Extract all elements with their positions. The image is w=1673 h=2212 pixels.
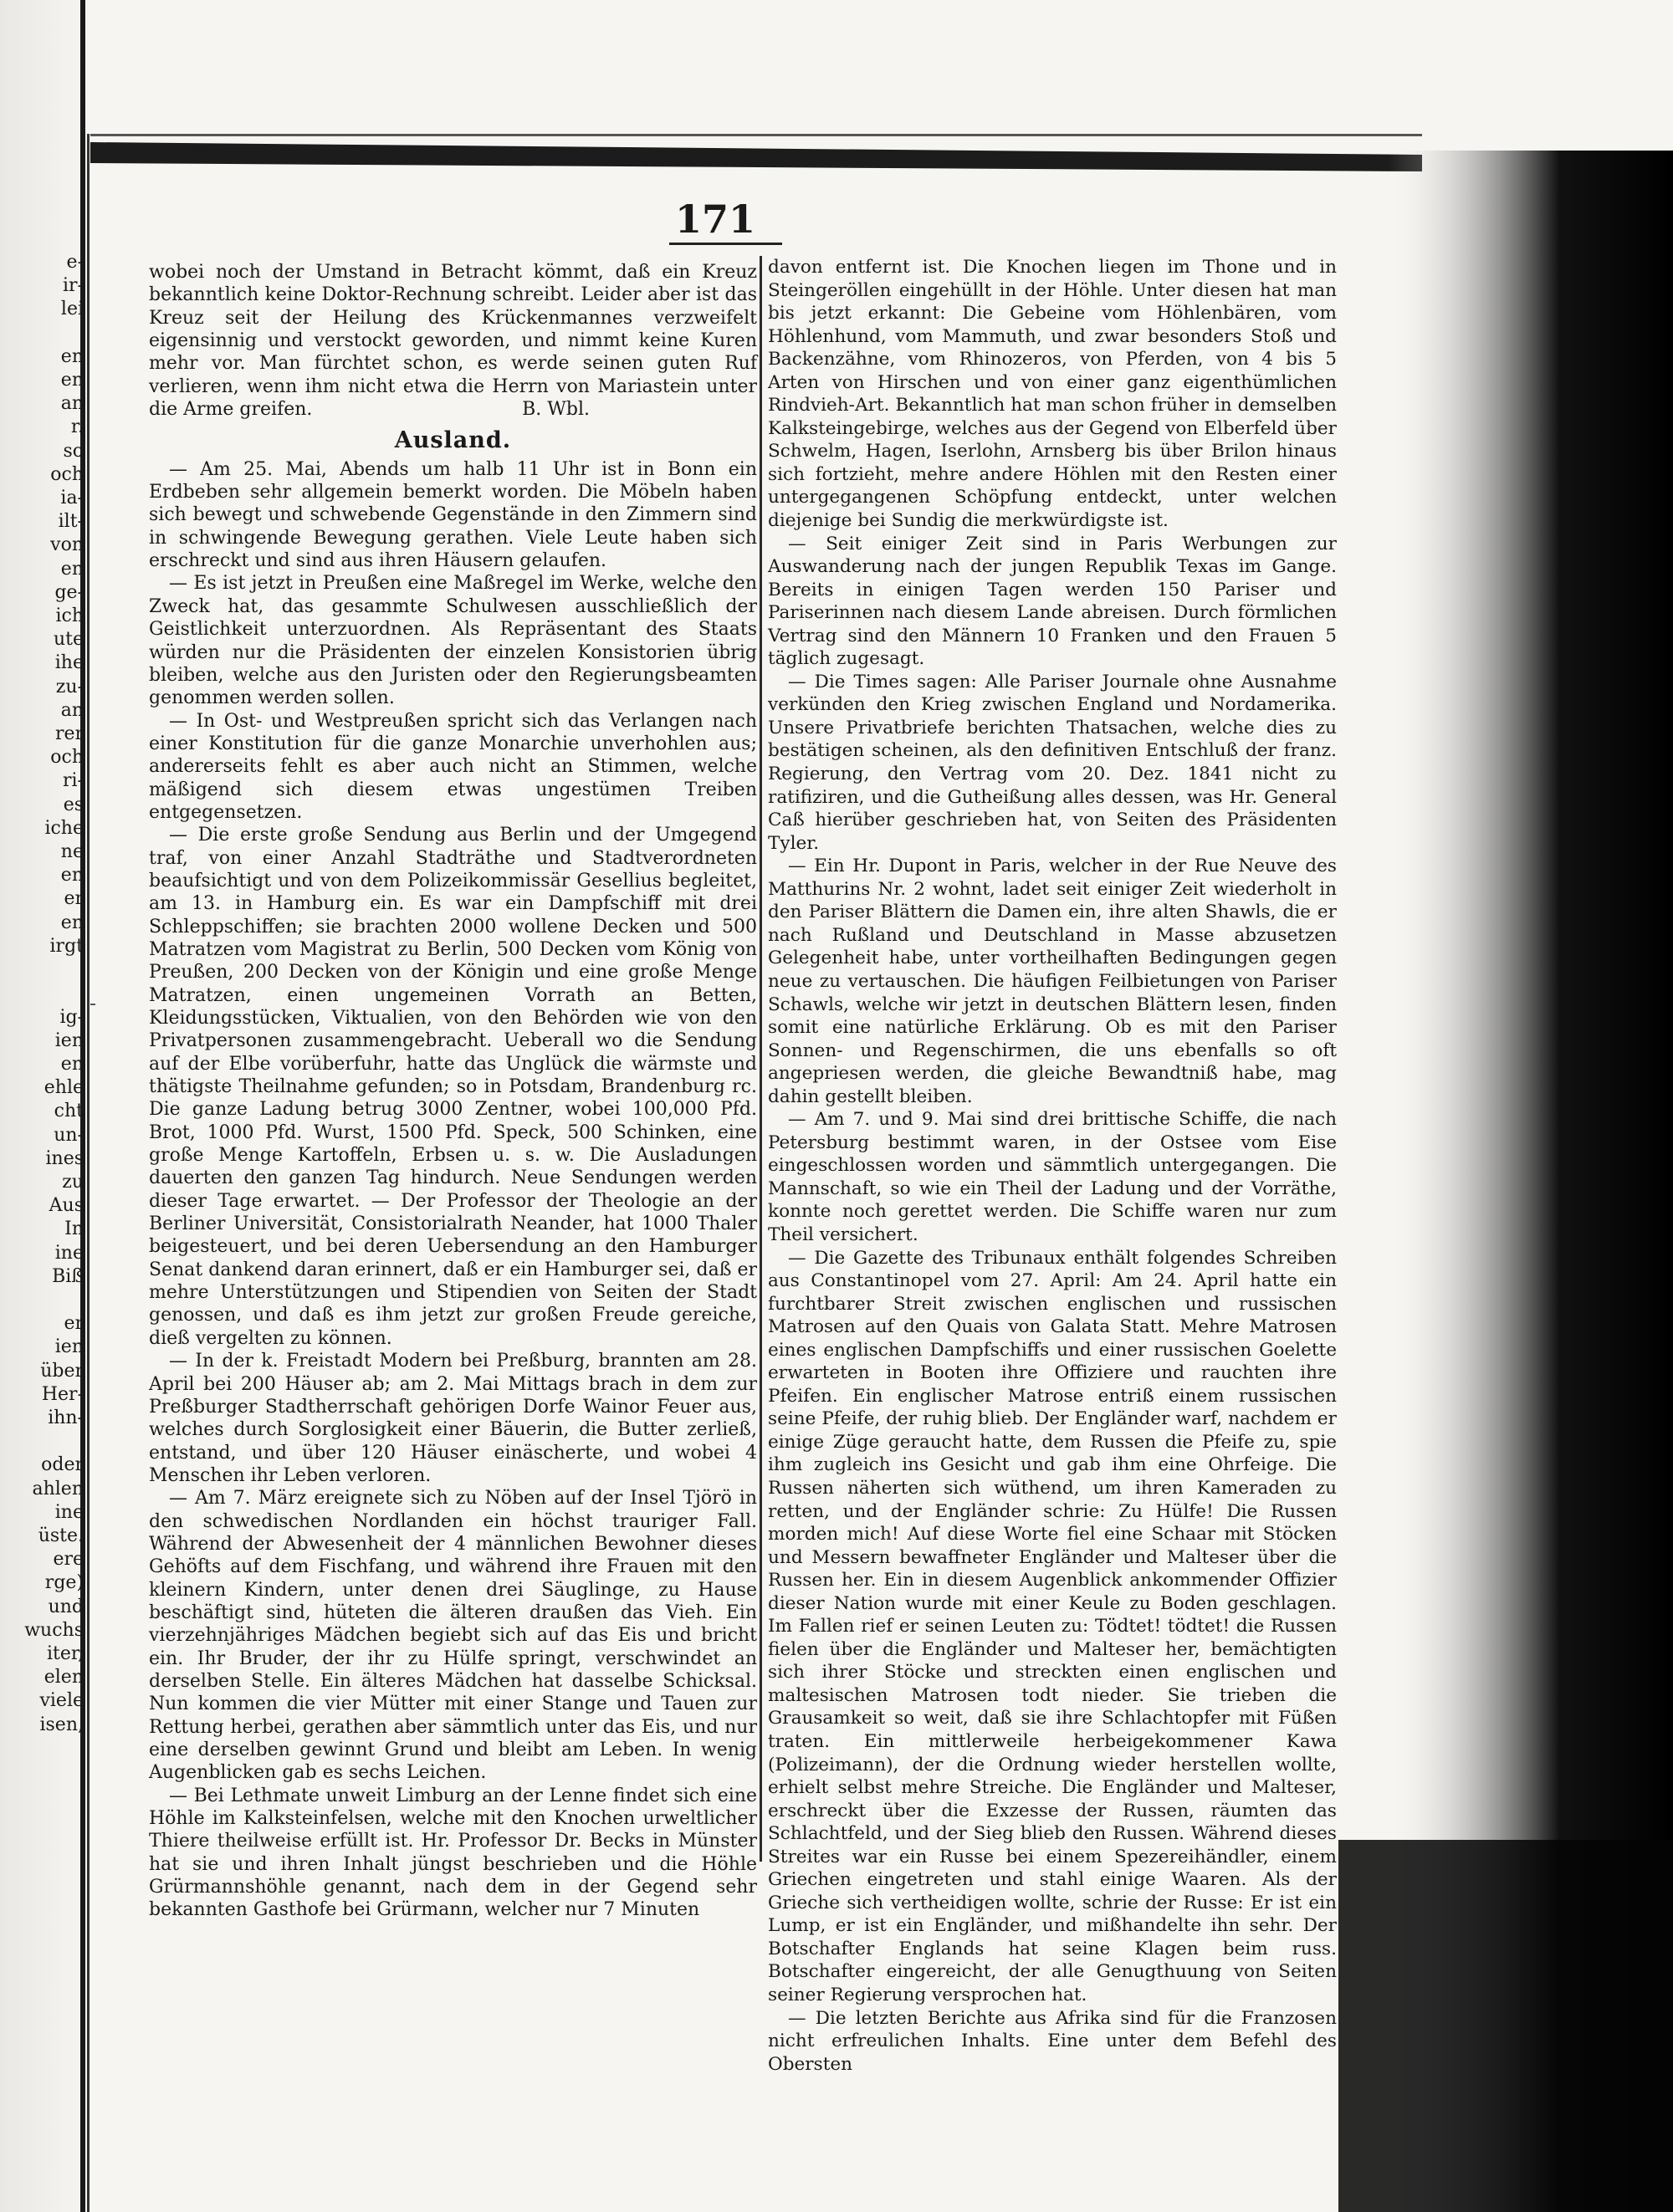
left-fragment-line: isen, — [39, 1714, 84, 1735]
news-item: — Ein Hr. Dupont in Paris, welcher in der Rue Neuve des Matthurins Nr. 2 wohnt, ladet seit einiger Zeit wiederholt in den Pariser Blättern die Damen ein, ihre alten Shawls, die er nach Rußland und Deutschland in Masse abzusetzen Gelegenheit habe, unter vortheilhaften Bedingungen gegen neue zu vertauschen. Die häufigen Feilbietungen von Pariser Schawls, welche wir jetzt in deutschen Blättern lesen, finden somit eine natürliche Erklärung. Ob es mit den Pariser Sonnen- und Regenschirmen, die uns ebenfalls so oft angepriesen werden, die gleiche Bewandtniß habe, mag dahin gestellt bleiben. — [768, 856, 1337, 1107]
news-item: — In der k. Freistadt Modern bei Preßburg, brannten am 28. April bei 200 Häuser ab; am 2. Mai Mittags brach in dem zur Preßburger Stadtherrschaft gehörigen Dorfe Wainor Feuer aus, welches durch Sorglosigkeit einer Bäuerin, die Butter zerließ, entstand, und über 120 Häuser einäscherte, und wobei 4 Menschen ihr Leben verloren. — [149, 1351, 757, 1486]
left-fragment-line: viele — [39, 1690, 84, 1712]
left-fragment-line: e- — [66, 252, 84, 273]
left-fragment-line — [0, 1430, 84, 1453]
left-fragment-line: ich — [55, 605, 84, 627]
left-fragment-line: zu — [62, 1171, 84, 1193]
left-fragment-line: über — [40, 1360, 84, 1382]
section-heading: Ausland. — [394, 427, 512, 453]
left-fragment-line: ien — [54, 1029, 84, 1051]
left-fragment-line: en — [60, 912, 84, 933]
left-fragment-line: er — [64, 1313, 84, 1335]
left-fragment-line: ihe — [54, 652, 84, 674]
left-fragment-line: ines — [45, 1147, 84, 1169]
left-fragment-line: In — [64, 1218, 84, 1240]
binding-line-inner — [87, 134, 90, 2212]
left-fragment-line: Aus — [49, 1195, 84, 1217]
left-fragment-line: es — [63, 794, 84, 815]
left-fragment-line: un- — [54, 1124, 84, 1146]
left-fragment-line — [0, 982, 84, 1005]
left-column — [149, 261, 757, 1922]
news-item: — Am 7. und 9. Mai sind drei brittische Schiffe, die nach Petersburg bestimmt waren, in der Ostsee vom Eise eingeschlossen worden und sämmtlich untergegangen. Die Mannschaft, so wie ein Theil der Ladung und der Vorräthe, konnte noch gerettet werden. Die Schiffe waren nur zum Theil versichert. — [768, 1109, 1337, 1245]
article-signature: B. Wbl. — [522, 399, 590, 421]
left-fragment-line: ien — [54, 1336, 84, 1358]
left-fragment-line: lei — [60, 299, 84, 320]
left-fragment-line — [0, 958, 84, 982]
left-fragment-line — [0, 1289, 84, 1312]
left-fragment-line: en — [60, 1053, 84, 1075]
bottom-edge — [1338, 1840, 1673, 2212]
left-fragment-line: ir- — [63, 275, 84, 297]
left-fragment-line: ne — [60, 841, 84, 863]
left-fragment-line: en — [60, 370, 84, 391]
left-fragment-line: so — [63, 440, 84, 462]
left-fragment-line: ine — [54, 1242, 84, 1264]
left-fragment-line: och — [50, 747, 84, 769]
left-fragment-line: en — [60, 558, 84, 580]
left-fragment-line: ia- — [60, 488, 84, 509]
news-item: — In Ost- und Westpreußen spricht sich das Verlangen nach einer Konstitution für die ganze Monarchie unverhohlen aus; andererseits fehlt es aber auch nicht an Stimmen, welche mäßigend sich diesem etwas ungestümen Treiben entgegensetzen. — [149, 710, 757, 823]
news-item: — Die Gazette des Tribunaux enthält folgendes Schreiben aus Constantinopel vom 27. April: Am 24. April hatte ein furchtbarer Streit zwischen englischen und russischen Matrosen auf den Quais von Galata Statt. Mehre Matrosen eines englischen Dampfschiffs und einer russischen Goelette erwarteten in Booten ihre Offiziere und rauchten ihre Pfeifen. Ein englischer Matrose entriß einem russischen seine Pfeife, der ruhig blieb. Der Engländer warf, nachdem er einige Züge geraucht hatte, dem Russen die Pfeife zu, spie ihm zugleich ins Gesicht und gab ihm eine Ohrfeige. Die Russen näherten sich wüthend, um ihren Kameraden zu retten, und der Engländer schrie: Zu Hülfe! Die Russen morden mich! Auf diese Worte fiel eine Schaar mit Stöcken und Messern bewaffneter Engländer und Malteser über die Russen her. Ein in diesem Augenblick ankommender Offizier dieser Nation wurde mit einer Keule zu Boden geschlagen. Im Fallen rief er seinen Leuten zu: Tödtet! tödtet! die Russen fielen über die Engländer und Malteser her, bemächtigten sich ihrer Stöcke und streckten einen englischen und maltesischen Matrosen todt nieder. Sie trieben die Grausamkeit so weit, daß sie ihre Schlachtopfer mit Füßen traten. Ein mittlerweile herbeigekommener Kawa (Polizeimann), der die Ordnung wieder herstellen wollte, erhielt selbst mehre Streiche. Die Engländer und Malteser, erschreckt über die Exzesse der Russen, räumten das Schlachtfeld, und der Sieg blieb den Russen. Während dieses Streites war ein Russe bei einem Spezereihändler, einem Griechen eingetreten und stahl einige Waaren. Als der Grieche sich vertheidigen wollte, schrie der Russe: Er ist ein Lump, er ist ein Engländer, und mißhandelte ihn sehr. Der Botschafter Englands hat seine Klagen beim russ. Botschafter eingereicht, der alle Genugthuung von Seiten seiner Regierung versprochen hat. — [768, 1247, 1337, 2006]
left-fragment-line: und — [48, 1596, 84, 1617]
left-fragment-line: oder — [41, 1454, 84, 1476]
left-fragment-line: ahlen — [32, 1478, 84, 1499]
column-divider — [760, 256, 762, 1862]
news-item: — Die erste große Sendung aus Berlin und der Umgegend traf, von einer Anzahl Stadträthe und Stadtverordneten beaufsichtigt und von dem Polizeikommissär Gesellius begleitet, am 13. in Hamburg ein. Es war ein Dampfschiff mit drei Schleppschiffen; sie brachten 2000 wollene Decken und 500 Matratzen vom Magistrat zu Berlin, 500 Decken vom König von Preußen, 200 Decken von der Königin und eine große Menge Matratzen, einen ungemeinen Vorrath an Betten, Kleidungsstücken, Viktualien, von den Behörden wie von den Privatpersonen zusammengebracht. Ueberall wo die Sendung auf der Elbe vorüberfuhr, hatte das Unglück die wärmste und thätigste Theilnahme gefunden; so in Potsdam, Brandenburg rc. Die ganze Ladung betrug 3000 Zentner, wobei 100,000 Pfd. Brot, 1000 Pfd. Wurst, 1500 Pfd. Speck, 500 Schinken, eine große Menge Kartoffeln, Erbsen u. s. w. Die Ausladungen dauerten den ganzen Tag hindurch. Neue Sendungen werden dieser Tage erwartet. — Der Professor der Theologie an der Berliner Universität, Consistorialrath Neander, hat 1000 Thaler beigesteuert, und bei deren Uebersendung an den Hamburger Senat dankend daran erinnert, daß er ein Hamburger sei, daß er mehre Unterstützungen und Stipendien von Seiten der Stadt genossen, und daß es ihm jetzt zur großen Freude gereiche, dieß vergelten zu können. — [149, 825, 757, 1349]
article-continuation: wobei noch der Umstand in Betracht kömmt, daß ein Kreuz bekanntlich keine Doktor-Rechnung schreibt. Leider aber ist das Kreuz seit der Heilung des Krückenmannes verzweifelt eigensinnig und verstockt geworden, und nimmt keine Kuren mehr vor. Man fürchtet schon, es werde seinen guten Ruf verlieren, wenn ihm nicht etwa die Herrn von Mariastein unter die Arme greifen. — [149, 262, 757, 421]
news-item: — Bei Lethmate unweit Limburg an der Lenne findet sich eine Höhle im Kalksteinfelsen, welche mit den Knochen urweltlicher Thiere theilweise erfüllt ist. Hr. Professor Dr. Becks in Münster hat sie und ihren Inhalt jüngst beschrieben und die Höhle Grürmannshöhle genannt, nach dem in der Gegend sehr bekannten Gasthofe bei Grürmann, welcher nur 7 Minuten — [149, 1785, 757, 1921]
left-fragment-line: ute — [53, 629, 84, 651]
left-fragment-line: en — [60, 345, 84, 367]
news-item: — Seit einiger Zeit sind in Paris Werbungen zur Auswanderung nach der jungen Republik Texas im Gange. Bereits in einigen Tagen werden 150 Pariser und Pariserinnen nach diesem Lande abreisen. Durch förmlichen Vertrag sind den Männern 10 Franken und den Frauen 5 täglich zugesagt. — [768, 533, 1337, 670]
right-column — [768, 256, 1337, 2076]
left-margin-rule — [90, 1004, 95, 1005]
left-fragment-line: ere — [53, 1549, 84, 1571]
left-fragment-line: iter, — [47, 1642, 84, 1664]
page-number-rule — [669, 243, 782, 245]
left-fragment-line: rge) — [44, 1572, 84, 1594]
left-fragment-line: irgt — [49, 935, 84, 957]
left-fragment-line: ge- — [54, 581, 84, 603]
left-fragment-line: an — [60, 699, 84, 721]
news-item: — Die Times sagen: Alle Pariser Journale ohne Ausnahme verkünden den Krieg zwischen England und Nordamerika. Unsere Privatbriefe berichten Thatsachen, welche dies zu bestätigen scheinen, als den definitiven Entschluß der franz. Regierung, den Vertrag vom 20. Dez. 1841 nicht zu ratifiziren, und die Gutheißung alles dessen, was Hr. General Caß hierüber geschrieben hat, von Seiten des Präsidenten Tyler. — [768, 671, 1337, 854]
left-fragment-line: an — [60, 393, 84, 415]
left-fragment-line: zu- — [55, 676, 84, 697]
left-fragment-line: ehle — [43, 1077, 84, 1099]
article-continuation: davon entfernt ist. Die Knochen liegen im Thone und in Steingeröllen eingehüllt in der Höhle. Unter diesen hat man bis jetzt erkannt: Die Gebeine vom Höhlenbären, vom Höhlenhund, vom Mammuth, und zwar besonders Stoß und Backenzähne, vom Rhinozeros, von Pferden, von 4 bis 5 Arten von Hirschen und von einer ganz eigenthümlichen Rindvieh-Art. Bekanntlich hat man schon früher in demselben Kalksteingebirge, welches aus der Gegend von Elberfeld über Schwelm, Hagen, Iserlohn, Arnsberg bis über Brilon hinaus sich fortzieht, mehre andere Höhlen mit den Resten einer untergegangenen Schöpfung entdeckt, unter welchen diejenige bei Sundig die merkwürdigste ist. — [768, 257, 1337, 532]
left-fragment-line: von — [50, 534, 84, 556]
left-fragment-line: och — [50, 463, 84, 485]
page-number: 171 — [674, 197, 756, 242]
page-top-border — [90, 134, 1422, 136]
left-fragment-line — [0, 322, 84, 345]
left-fragment-line: üste. — [38, 1525, 84, 1546]
left-fragment-line: iche — [44, 817, 84, 839]
news-item: — Die letzten Berichte aus Afrika sind für die Franzosen nicht erfreulichen Inhalts. Eine unter dem Befehl des Obersten — [768, 2007, 1337, 2075]
left-page-fragment — [0, 251, 84, 1737]
news-item: — Am 25. Mai, Abends um halb 11 Uhr ist in Bonn ein Erdbeben sehr allgemein bemerkt worden. Die Möbeln haben sich bewegt und schwebende Gegenstände in den Zimmern sind in schwingende Bewegung gerathen. Viele Leute haben sich erschreckt und sind aus ihren Häusern gelaufen. — [149, 458, 757, 572]
left-fragment-line: wuchs — [24, 1619, 84, 1641]
left-fragment-line: ri- — [63, 770, 84, 792]
news-item: — Es ist jetzt in Preußen eine Maßregel im Werke, welche den Zweck hat, das gesammte Schulwesen ausschließlich der Geistlichkeit unterzuordnen. Als Repräsentant des Staats würden nur die Präsidenten der einzelen Konsistorien übrig bleiben, welche aus den Juristen oder den Regierungsbeamten genommen werden sollen. — [149, 573, 757, 709]
news-item: — Am 7. März ereignete sich zu Nöben auf der Insel Tjörö in den schwedischen Nordlanden ein höchst trauriger Fall. Während der Abwesenheit der 4 männlichen Bewohner dieses Gehöfts auf dem Fischfang, und während ihre Frauen mit den kleinern Kindern, unter denen drei Säuglinge, zu Hause beschäftigt sind, hüteten die älteren draußen das Vieh. Ein vierzehnjähriges Mädchen begiebt sich auf das Eis und bricht ein. Ihr Bruder, der ihr zu Hülfe springt, verschwindet an derselben Stelle. Ein älteres Mädchen hat dasselbe Schicksal. Nun kommen die vier Mütter mit einer Stange und Tauen zur Rettung herbei, gerathen aber sämmtlich unter das Eis, und nur eine derselben gewinnt Grund und bleibt am Leben. In wenig Augenblicken gab es sechs Leichen. — [149, 1488, 757, 1784]
left-fragment-line: ine — [54, 1501, 84, 1523]
left-fragment-line: ilt- — [58, 511, 84, 533]
left-fragment-line: en — [60, 865, 84, 886]
left-fragment-line: rer — [54, 723, 84, 745]
left-fragment-line: cht — [54, 1101, 84, 1122]
left-fragment-line: ig- — [59, 1006, 84, 1028]
left-fragment-line: Her- — [41, 1383, 84, 1405]
left-fragment-line: elen — [43, 1667, 84, 1688]
left-fragment-line: r. — [70, 416, 84, 438]
left-fragment-line: ihn- — [48, 1407, 84, 1428]
left-fragment-line: Biß — [52, 1265, 84, 1287]
left-fragment-line: er — [64, 888, 84, 910]
